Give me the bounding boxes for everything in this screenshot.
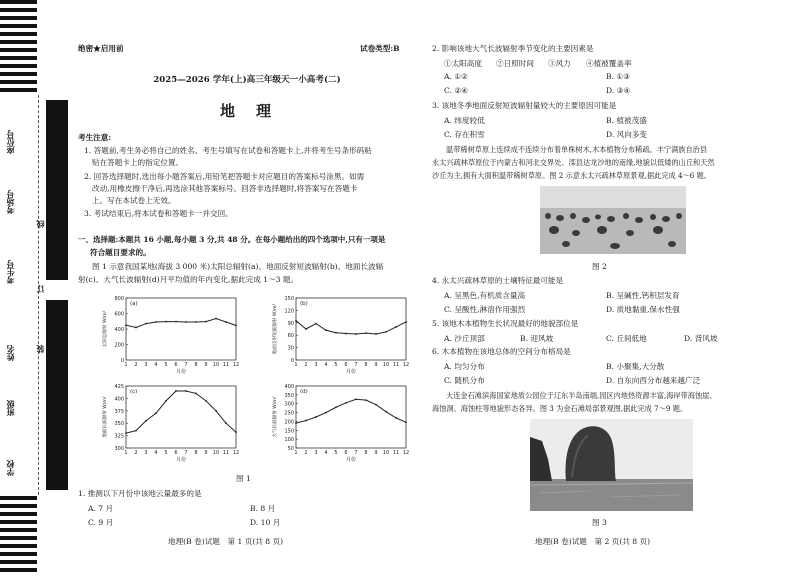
data-point [365,332,367,334]
x-tick-label: 10 [212,362,220,368]
x-axis-label: 月份 [175,369,187,375]
data-point [295,320,297,322]
x-tick-label: 2 [134,362,138,368]
data-point [325,329,327,331]
data-point [125,324,127,326]
x-tick-label: 5 [164,450,168,456]
q2-factor-1: ①太阳高度 [444,59,482,68]
x-tick-label: 6 [344,450,348,456]
q6-option-d[interactable]: D. 自东向西分布越来越广泛 [606,376,701,385]
q1-option-b[interactable]: B. 8 月 [250,504,276,513]
footer-right: 地理(B 卷)试题 第 2 页(共 8 页) [535,537,651,546]
data-point [235,431,237,433]
x-tick-label: 1 [124,362,128,368]
x-tick-label: 8 [364,450,368,456]
x-tick-label: 6 [344,362,348,368]
x-tick-label: 4 [324,450,328,456]
seal-label: 装 [35,345,45,353]
note-line: 2. 回答选择题时,选出每小题答案后,用铅笔把答题卡对应题目的答案标号涂黑。如需 [84,172,365,181]
q6-option-a[interactable]: A. 均匀分布 [444,362,485,371]
x-tick-label: 10 [382,362,390,368]
y-tick-label: 350 [114,421,124,428]
x-tick-label: 3 [314,450,318,456]
data-point [335,406,337,408]
q2-factor-3: ③风力 [548,59,571,68]
sea-stack-image [530,419,693,511]
section1-title: 一、选择题:本题共 16 小题,每小题 3 分,共 48 分。在每小题给出的四个选项中,只有一项是 [78,235,386,244]
exam-title: 2025—2026 学年(上)高三年级天一小高考(二) [153,75,341,85]
series-line [126,391,236,433]
data-point [215,318,217,320]
x-tick-label: 8 [194,362,198,368]
data-point [235,325,237,327]
figure3-caption: 图 3 [592,518,607,527]
chart-frame [296,386,406,448]
x-tick-label: 11 [392,450,400,456]
q5-stem: 5. 该地木本植物生长状况最好的地貌部位是 [432,319,579,328]
q2-factor-4: ④植被覆盖率 [586,59,632,68]
x-tick-label: 1 [124,450,128,456]
data-point [195,321,197,323]
chart-frame [296,298,406,360]
q6-option-c[interactable]: C. 随机分布 [444,376,485,385]
y-tick-label: 800 [114,296,124,302]
y-tick-label: 425 [114,384,124,390]
y-tick-label: 30 [287,345,294,352]
data-point [225,422,227,424]
y-axis-label: 地面反射短波辐射 W/m² [273,303,278,355]
x-tick-label: 1 [294,362,298,368]
panel-label: (d) [300,389,308,395]
x-tick-label: 8 [364,362,368,368]
data-point [405,321,407,323]
candidate-no-label: 考生号 [5,260,15,284]
y-tick-label: 300 [284,401,294,408]
x-tick-label: 5 [334,362,338,368]
x-axis-label: 月份 [345,369,357,375]
x-tick-label: 3 [314,362,318,368]
chart-frame [126,298,236,360]
bind-label: 订 [35,285,45,293]
passage2-cont: 沙丘为主,拥有大面积温带稀树草原。图 2 示意永太兴疏林草原景观,据此完成 4～6 题。 [432,171,711,180]
x-tick-label: 5 [164,362,168,368]
data-point [305,328,307,330]
y-tick-label: 0 [290,358,294,364]
panel-label: (b) [300,301,308,307]
data-point [315,416,317,418]
data-point [155,412,157,414]
y-tick-label: 325 [114,433,124,440]
data-point [175,321,177,323]
x-tick-label: 2 [304,450,308,456]
y-tick-label: 100 [284,437,294,444]
x-tick-label: 11 [222,450,230,456]
x-tick-label: 5 [334,450,338,456]
x-tick-label: 10 [382,450,390,456]
data-point [165,400,167,402]
data-point [315,323,317,325]
panel-label: (a) [130,301,138,307]
x-tick-label: 9 [374,450,378,456]
data-point [395,326,397,328]
q6-stem: 6. 木本植物在该地总体的空间分布格局是 [432,347,571,356]
data-point [195,393,197,395]
notes-heading: 考生注意: [78,133,112,142]
figure1 [78,290,418,465]
x-tick-label: 9 [204,362,208,368]
x-axis-label: 月份 [345,457,357,463]
q4-stem: 4. 永太兴疏林草原的土壤特征最可能是 [432,276,564,285]
data-point [125,432,127,434]
q5-option-d[interactable]: D. 背风坡 [684,334,718,343]
y-tick-label: 120 [284,308,294,315]
data-point [355,398,357,400]
data-point [205,321,207,323]
q2-option-c[interactable]: C. ②④ [444,86,468,95]
data-point [395,417,397,419]
q3-option-c[interactable]: C. 存在积雪 [444,130,485,139]
note-line: 1. 答题前,考生务必将自己的姓名、考生号填写在试卷和答题卡上,并将考生号条形码粘 [84,146,372,155]
grassland-landscape-image [540,186,686,254]
data-point [175,390,177,392]
y-axis-label: 太阳总辐射 W/m² [103,310,108,348]
class-label: 班级 [5,400,15,416]
q1-stem: 1. 推测以下月份中该地云量最多的是 [78,489,202,498]
series-line [126,319,236,328]
y-tick-label: 600 [114,311,124,318]
x-tick-label: 2 [304,362,308,368]
figure1-caption: 图 1 [236,474,251,483]
x-tick-label: 4 [324,362,328,368]
y-tick-label: 150 [284,428,294,435]
note-line: 3. 考试结束后,将本试卷和答题卡一并交回。 [84,209,233,218]
y-tick-label: 200 [284,419,294,426]
data-point [185,321,187,323]
panel-label: (c) [130,389,138,395]
x-tick-label: 9 [374,362,378,368]
y-tick-label: 400 [114,327,124,333]
footer-left: 地理(B 卷)试题 第 1 页(共 8 页) [168,537,284,546]
paper-type: 试卷类型:B [360,44,400,53]
x-tick-label: 8 [194,450,198,456]
secret-mark: 绝密★启用前 [78,44,124,53]
data-point [305,420,307,422]
cut-line-label: 线 [35,220,45,228]
x-tick-label: 6 [174,450,178,456]
y-axis-label: 大气长波辐射 W/m² [273,396,278,438]
section1-title-cont: 符合题目要求的。 [90,248,151,257]
x-tick-label: 4 [154,450,158,456]
seat-label: 座位号 [5,130,15,154]
data-point [215,410,217,412]
data-point [335,332,337,334]
y-tick-label: 300 [114,446,124,452]
x-tick-label: 7 [354,450,358,456]
passage1-cont: 射(c)、大气长波辐射(d)月平均值的年内变化,据此完成 1～3 题。 [78,275,299,284]
x-tick-label: 3 [144,362,148,368]
note-line: 上。写在本试卷上无效。 [92,196,176,205]
y-tick-label: 400 [284,384,294,390]
x-tick-label: 11 [392,362,400,368]
x-axis-label: 月份 [175,457,187,463]
passage1: 图 1 示意我国某地(海拔 3 000 米)太阳总辐射(a)、地面反射短波辐射(b)、地面长波辐 [92,262,384,271]
data-point [405,421,407,423]
passage3: 大连金石滩滨海国家地质公园位于辽东半岛南端,园区内地热资源丰富,海岸带海蚀崖、 [446,391,717,400]
exam-room-label: 考场号 [5,190,15,214]
x-tick-label: 10 [212,450,220,456]
data-point [295,422,297,424]
y-axis-label: 地面长波辐射 W/m² [103,396,108,438]
y-tick-label: 350 [284,392,294,399]
data-point [165,321,167,323]
q2-option-a[interactable]: A. ①② [444,72,468,81]
q3-option-b[interactable]: B. 植被茂盛 [606,116,647,125]
data-point [345,333,347,335]
series-line [296,321,406,334]
q2-option-b[interactable]: B. ①③ [606,72,631,81]
data-point [325,412,327,414]
note-line: 贴在答题卡上的指定位置。 [92,158,184,167]
x-tick-label: 6 [174,362,178,368]
x-tick-label: 7 [184,362,188,368]
data-point [345,402,347,404]
x-tick-label: 12 [402,362,410,368]
y-tick-label: 60 [287,333,294,340]
subject-title: 地 理 [219,102,274,120]
x-tick-label: 4 [154,362,158,368]
y-tick-label: 150 [284,296,294,302]
q4-option-a[interactable]: A. 呈黑色,有机质含量高 [444,291,526,300]
y-tick-label: 0 [120,358,124,364]
figure2-photo [540,186,686,254]
data-point [155,321,157,323]
q1-option-c[interactable]: C. 9 月 [88,518,114,527]
figure1-charts [78,290,418,465]
x-tick-label: 12 [232,362,240,368]
data-point [385,411,387,413]
x-tick-label: 11 [222,362,230,368]
data-point [135,430,137,432]
q5-option-c[interactable]: C. 丘间低地 [606,334,647,343]
q2-option-d[interactable]: D. ③④ [606,86,631,95]
q3-stem: 3. 该地冬季地面反射短波辐射量较大的主要原因可能是 [432,101,617,110]
x-tick-label: 12 [402,450,410,456]
data-point [385,331,387,333]
data-point [355,333,357,335]
x-tick-label: 9 [204,450,208,456]
data-point [365,399,367,401]
chart-frame [126,386,236,448]
x-tick-label: 7 [354,362,358,368]
data-point [145,323,147,325]
x-tick-label: 7 [184,450,188,456]
data-point [225,321,227,323]
school-label: 学校 [5,460,15,476]
data-point [185,390,187,392]
x-tick-label: 12 [232,450,240,456]
x-tick-label: 3 [144,450,148,456]
y-tick-label: 250 [284,410,294,417]
data-point [145,420,147,422]
q2-stem: 2. 影响该地大气长波辐射季节变化的主要因素是 [432,44,594,53]
y-tick-label: 90 [287,320,294,327]
data-point [205,400,207,402]
y-tick-label: 200 [114,342,124,349]
y-tick-label: 400 [114,396,124,403]
figure2-caption: 图 2 [592,262,607,271]
data-point [135,327,137,329]
q2-factor-2: ②日照时间 [496,59,534,68]
x-tick-label: 1 [294,450,298,456]
name-label: 姓名 [5,345,15,361]
q5-option-b[interactable]: B. 迎风坡 [520,334,554,343]
q3-option-a[interactable]: A. 纬度较低 [444,116,485,125]
figure3-photo [530,419,693,511]
q1-option-a[interactable]: A. 7 月 [88,504,114,513]
y-tick-label: 50 [287,446,294,452]
q5-option-a[interactable]: A. 沙丘顶部 [444,334,485,343]
x-tick-label: 2 [134,450,138,456]
note-line: 改动,用橡皮擦干净后,再选涂其他答案标号。回答非选择题时,将答案写在答题卡 [92,184,358,193]
passage2-cont: 永太兴疏林草原位于内蒙古和河北交界处、滦县达龙沙地的南缘,地貌以低矮的山丘和天然 [432,158,715,167]
data-point [375,333,377,335]
q6-option-b[interactable]: B. 小聚集,大分散 [606,362,665,371]
passage2: 温带稀树草原上连续成不连续分布着单株树木,木本植物分布稀疏。丰宁满族自治县 [446,145,708,154]
q1-option-d[interactable]: D. 10 月 [250,518,281,527]
q4-option-b[interactable]: B. 呈碱性,钙积层发育 [606,291,680,300]
data-point [375,404,377,406]
q4-option-d[interactable]: D. 质地黏重,保水性强 [606,305,680,314]
y-tick-label: 375 [114,408,124,415]
q3-option-d[interactable]: D. 风向多变 [606,130,648,139]
passage3-cont: 海蚀洞、海蚀柱等地貌形态各异。图 3 为金石滩局部景观图,据此完成 7～9 题。 [432,404,688,413]
q4-option-c[interactable]: C. 呈酸性,淋溶作用强烈 [444,305,526,314]
series-line [296,399,406,423]
